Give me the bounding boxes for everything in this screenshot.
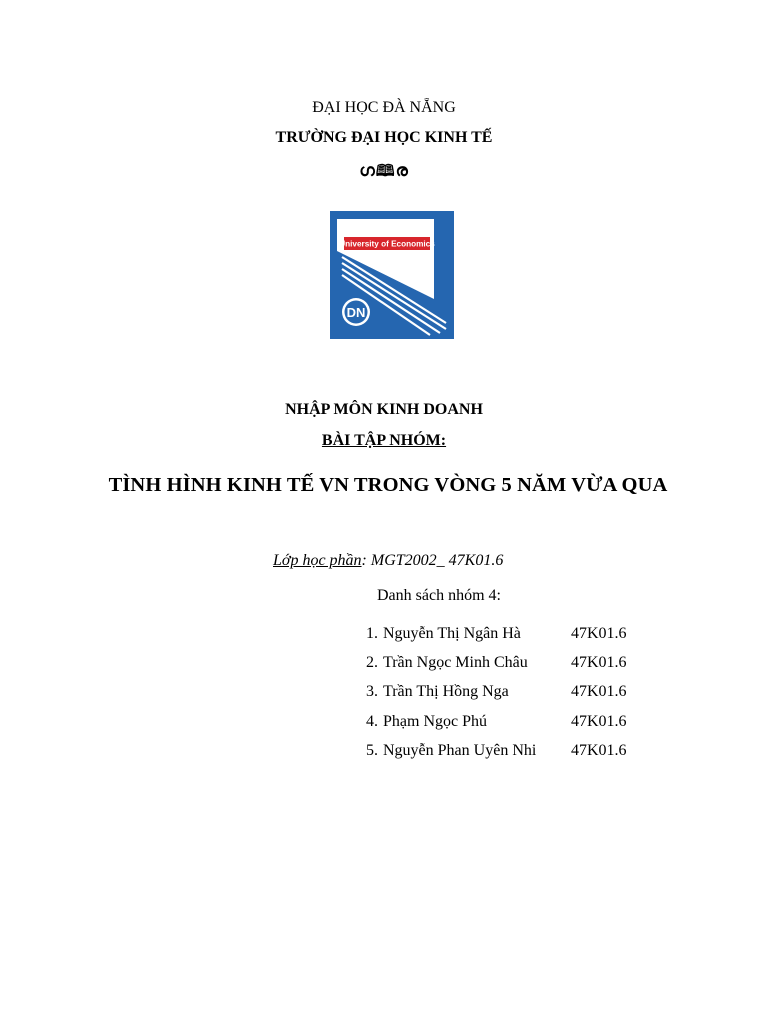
class-separator: : [361,552,367,569]
university-name: ĐẠI HỌC ĐÀ NẴNG [312,99,456,116]
book-icon: 🕮 [375,163,396,180]
member-number: 1. [366,625,378,642]
member-class: 47K01.6 [571,712,627,730]
member-name: Nguyễn Phan Uyên Nhi [383,741,537,759]
member-number: 2. [366,654,378,672]
faculty-name: TRƯỜNG ĐẠI HỌC KINH TẾ [275,129,493,146]
member-class: 47K01.6 [571,741,627,759]
logo-edge-band [434,219,437,303]
member-name: Nguyễn Thị Ngân Hà [383,625,521,642]
class-info [273,552,503,570]
ornament-divider [0,160,768,187]
course-name: NHẬP MÔN KINH DOANH [285,401,483,418]
assignment-label: BÀI TẬP NHÓM: [321,432,447,449]
member-class: 47K01.6 [571,654,627,672]
member-name: Phạm Ngọc Phú [383,712,487,730]
ornament-left-flourish: ഗ [359,161,376,180]
member-class: 47K01.6 [571,683,627,701]
group-title: Danh sách nhóm 4: [377,587,501,604]
member-number: 3. [366,683,378,701]
ornament-right-flourish: ര [395,161,409,180]
class-label: Lớp học phần [273,552,362,569]
logo-emblem-text: DN [346,305,366,320]
member-number: 4. [366,712,378,730]
member-number: 5. [366,741,378,759]
university-logo [330,211,454,339]
class-value: MGT2002_ 47K01.6 [366,552,504,569]
member-class: 47K01.6 [571,625,627,642]
logo-text: University of Economics [339,239,435,249]
member-name: Trần Ngọc Minh Châu [383,654,528,672]
member-name: Trần Thị Hồng Nga [383,683,509,701]
topic-title: TÌNH HÌNH KINH TẾ VN TRONG VÒNG 5 NĂM VỪA QUA [108,474,668,496]
